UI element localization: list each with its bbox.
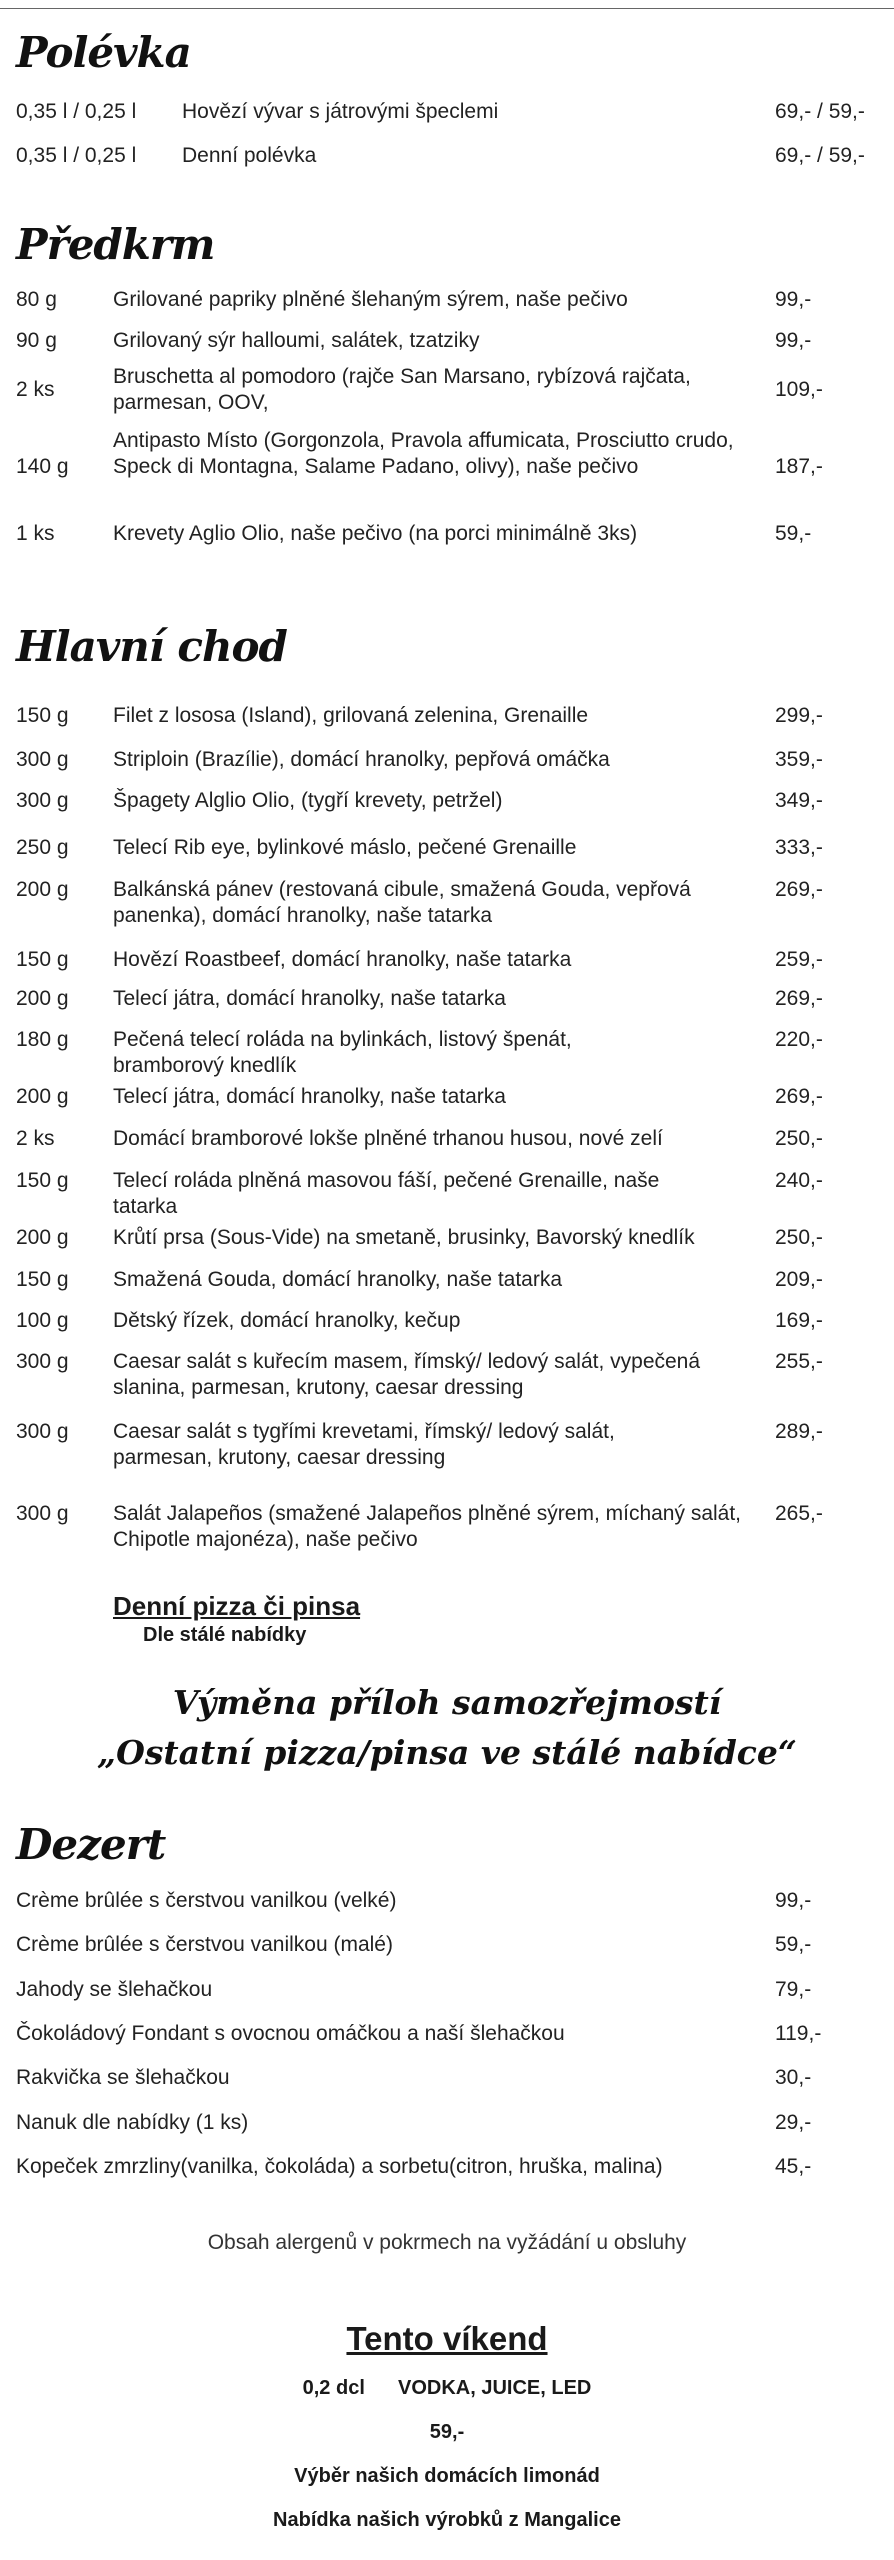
- item-name: Čokoládový Fondant s ovocnou omáčkou a naší šlehačkou: [16, 2022, 565, 2045]
- item-price: 99,-: [775, 1889, 812, 1912]
- item-name: Striploin (Brazílie), domácí hranolky, pepřová omáčka: [113, 748, 610, 771]
- item-qty: 200 g: [16, 1226, 69, 1249]
- item-qty: 200 g: [16, 1085, 69, 1108]
- item-price: 269,-: [775, 1085, 823, 1108]
- item-price: 220,-: [775, 1028, 823, 1051]
- item-qty: 100 g: [16, 1309, 69, 1332]
- item-qty: 2 ks: [16, 1127, 55, 1150]
- weekend-line-lemonades: Výběr našich domácích limonád: [294, 2465, 600, 2487]
- item-name: Balkánská pánev (restovaná cibule, smažená Gouda, vepřová panenka), domácí hranolky, naše tatarka: [113, 878, 691, 927]
- item-qty: 150 g: [16, 704, 69, 727]
- item-qty: 1 ks: [16, 522, 55, 545]
- item-price: 29,-: [775, 2111, 812, 2134]
- item-name: Nanuk dle nabídky (1 ks): [16, 2111, 249, 2134]
- item-name: Jahody se šlehačkou: [16, 1978, 213, 2001]
- item-price: 333,-: [775, 836, 823, 859]
- item-name: Telecí játra, domácí hranolky, naše tatarka: [113, 1085, 506, 1108]
- item-price: 109,-: [775, 378, 823, 401]
- item-price: 255,-: [775, 1350, 823, 1373]
- item-qty: 300 g: [16, 1350, 69, 1373]
- item-price: 30,-: [775, 2066, 812, 2089]
- item-name: Filet z lososa (Island), grilovaná zelenina, Grenaille: [113, 704, 589, 727]
- item-name: Kopeček zmrzliny(vanilka, čokoláda) a sorbetu(citron, hruška, malina): [16, 2155, 663, 2178]
- item-name: Antipasto Místo (Gorgonzola, Pravola affumicata, Prosciutto crudo, Speck di Montagna, Salame Padano, olivy), naše pečivo: [113, 429, 734, 478]
- item-qty: 150 g: [16, 948, 69, 971]
- item-name: Rakvička se šlehačkou: [16, 2066, 230, 2089]
- soup-heading: Polévka: [16, 28, 191, 77]
- item-qty: 180 g: [16, 1028, 69, 1051]
- item-name: Caesar salát s tygřími krevetami, římský/ ledový salát, parmesan, krutony, caesar dressing: [113, 1420, 615, 1469]
- item-name: Salát Jalapeños (smažené Jalapeños plněné sýrem, míchaný salát, Chipotle majonéza), naše pečivo: [113, 1502, 742, 1551]
- item-name: Crème brûlée s čerstvou vanilkou (velké): [16, 1889, 397, 1912]
- item-name: Pečená telecí roláda na bylinkách, listový špenát, bramborový knedlík: [113, 1028, 572, 1077]
- item-name: Dětský řízek, domácí hranolky, kečup: [113, 1309, 461, 1332]
- drink-price: 59,-: [429, 2421, 465, 2443]
- item-name: Telecí játra, domácí hranolky, naše tatarka: [113, 987, 506, 1010]
- main-heading: Hlavní chod: [16, 622, 287, 671]
- item-qty: 140 g: [16, 455, 69, 478]
- dessert-heading: Dezert: [16, 1820, 166, 1869]
- item-price: 359,-: [775, 748, 823, 771]
- item-qty: 2 ks: [16, 378, 55, 401]
- item-price: 259,-: [775, 948, 823, 971]
- item-name: Denní polévka: [182, 144, 317, 167]
- starter-heading: Předkrm: [16, 220, 215, 269]
- item-name: Krůtí prsa (Sous-Vide) na smetaně, brusinky, Bavorský knedlík: [113, 1226, 695, 1249]
- item-name: Hovězí Roastbeef, domácí hranolky, naše tatarka: [113, 948, 572, 971]
- item-name: Crème brûlée s čerstvou vanilkou (malé): [16, 1933, 393, 1956]
- item-price: 59,-: [775, 522, 812, 545]
- item-price: 349,-: [775, 789, 823, 812]
- weekend-title: Tento víkend: [346, 2320, 548, 2357]
- item-name: Domácí bramborové lokše plněné trhanou husou, nové zelí: [113, 1127, 663, 1150]
- item-qty: 250 g: [16, 836, 69, 859]
- item-name: Caesar salát s kuřecím masem, římský/ ledový salát, vypečená slanina, parmesan, krutony, caesar dressing: [113, 1350, 701, 1399]
- item-price: 99,-: [775, 329, 812, 352]
- item-name: Grilované papriky plněné šlehaným sýrem, naše pečivo: [113, 288, 628, 311]
- item-qty: 300 g: [16, 748, 69, 771]
- item-price: 169,-: [775, 1309, 823, 1332]
- item-price: 99,-: [775, 288, 812, 311]
- drink-name: VODKA, JUICE, LED: [398, 2377, 592, 2399]
- item-qty: 0,35 l / 0,25 l: [16, 144, 137, 167]
- item-price: 59,-: [775, 1933, 812, 1956]
- item-qty: 150 g: [16, 1169, 69, 1192]
- item-qty: 300 g: [16, 1502, 69, 1525]
- item-price: 240,-: [775, 1169, 823, 1192]
- pizza-note: „Ostatní pizza/pinsa ve stálé nabídce“: [97, 1733, 797, 1772]
- item-qty: 0,35 l / 0,25 l: [16, 100, 137, 123]
- item-price: 69,- / 59,-: [775, 144, 865, 167]
- item-price: 250,-: [775, 1226, 823, 1249]
- item-price: 250,-: [775, 1127, 823, 1150]
- item-price: 299,-: [775, 704, 823, 727]
- allergen-note: Obsah alergenů v pokrmech na vyžádání u obsluhy: [207, 2231, 687, 2254]
- item-price: 269,-: [775, 987, 823, 1010]
- weekend-drink: [0, 2377, 894, 2400]
- sides-note: Výměna příloh samozřejmostí: [172, 1683, 722, 1722]
- item-price: 289,-: [775, 1420, 823, 1443]
- item-name: Krevety Aglio Olio, naše pečivo (na porci minimálně 3ks): [113, 522, 638, 545]
- weekend-line-mangalica: Nabídka našich výrobků z Mangalice: [273, 2509, 621, 2531]
- drink-qty: 0,2 dcl: [302, 2377, 365, 2399]
- item-qty: 200 g: [16, 878, 69, 901]
- item-name: Grilovaný sýr halloumi, salátek, tzatziky: [113, 329, 480, 352]
- pizza-subtitle: Dle stálé nabídky: [143, 1624, 307, 1646]
- item-name: Telecí Rib eye, bylinkové máslo, pečené Grenaille: [113, 836, 577, 859]
- item-qty: 300 g: [16, 1420, 69, 1443]
- item-name: Bruschetta al pomodoro (rajče San Marsano, rybízová rajčata, parmesan, OOV,: [113, 365, 691, 414]
- item-name: Telecí roláda plněná masovou fáší, pečené Grenaille, naše tatarka: [113, 1169, 660, 1218]
- top-divider: [0, 8, 894, 9]
- item-price: 45,-: [775, 2155, 812, 2178]
- item-qty: 300 g: [16, 789, 69, 812]
- item-price: 69,- / 59,-: [775, 100, 865, 123]
- item-name: Špagety Alglio Olio, (tygří krevety, petržel): [113, 789, 503, 812]
- item-qty: 150 g: [16, 1268, 69, 1291]
- item-price: 265,-: [775, 1502, 823, 1525]
- item-name: Hovězí vývar s játrovými špeclemi: [182, 100, 499, 123]
- item-price: 187,-: [775, 455, 823, 478]
- item-name: Smažená Gouda, domácí hranolky, naše tatarka: [113, 1268, 563, 1291]
- item-qty: 80 g: [16, 288, 57, 311]
- pizza-title: Denní pizza či pinsa: [113, 1591, 361, 1621]
- item-qty: 200 g: [16, 987, 69, 1010]
- item-price: 209,-: [775, 1268, 823, 1291]
- item-price: 269,-: [775, 878, 823, 901]
- item-price: 79,-: [775, 1978, 812, 2001]
- item-qty: 90 g: [16, 329, 57, 352]
- item-price: 119,-: [775, 2022, 822, 2045]
